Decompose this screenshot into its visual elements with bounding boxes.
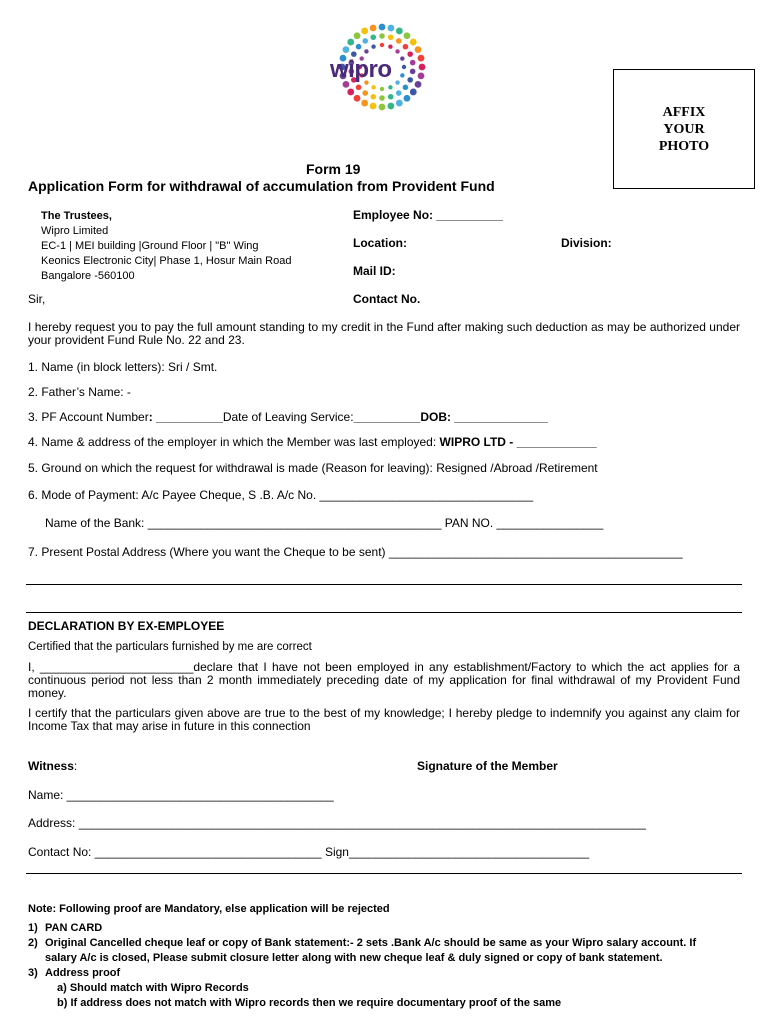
declaration-heading: DECLARATION BY EX-EMPLOYEE: [28, 619, 225, 633]
witness-contact-field: Contact No: __________________________________ Sign____________________________________: [28, 845, 590, 859]
declaration-paragraph-2: I certify that the particulars given above are true to the best of my knowledge; I hereby pledge to indemnify you against any claim for Income Tax that may arise in future in this connection: [28, 706, 740, 733]
item-name: 1. Name (in block letters): Sri / Smt.: [28, 360, 218, 374]
note-item: [28, 936, 696, 951]
addressee-line: EC-1 | MEI building |Ground Floor | "B" Wing: [41, 240, 259, 252]
addressee-line: Keonics Electronic City| Phase 1, Hosur Main Road: [41, 255, 292, 267]
note-number: 1): [28, 922, 38, 934]
witness-name-field: Name: ________________________________________: [28, 788, 334, 802]
employer-label: 4. Name & address of the employer in which the Member was last employed:: [28, 435, 440, 449]
mail-id-field: Mail ID:: [353, 264, 396, 278]
employer-value: WIPRO LTD -: [439, 435, 514, 449]
addressee-heading: The Trustees,: [41, 210, 112, 222]
addressee-line: Bangalore -560100: [41, 270, 135, 282]
item-postal-address: 7. Present Postal Address (Where you want the Cheque to be sent) ____________________________________________: [28, 545, 683, 559]
employer-blank: ____________: [513, 435, 597, 449]
form-title: Application Form for withdrawal of accumulation from Provident Fund: [28, 178, 495, 194]
note-subitem: b) If address does not match with Wipro records then we require documentary proof of the same: [57, 997, 562, 1009]
leaving-date-blank: __________: [353, 410, 421, 424]
note-text: Original Cancelled cheque leaf or copy of Bank statement:- 2 sets .Bank A/c should be same as your Wipro salary account. If: [45, 937, 697, 949]
wipro-logo: [322, 22, 442, 112]
dob-label: DOB:: [420, 410, 451, 424]
note-item: [28, 921, 696, 936]
dob-blank: ______________: [450, 410, 548, 424]
employee-no-field: Employee No: __________: [353, 208, 504, 222]
divider: [26, 584, 742, 585]
salutation: Sir,: [28, 292, 46, 306]
item-reason: 5. Ground on which the request for withdrawal is made (Reason for leaving): Resigned /Abroad /Retirement: [28, 461, 598, 475]
declaration-certified: Certified that the particulars furnished by me are correct: [28, 641, 312, 653]
item-payment-mode: 6. Mode of Payment: A/c Payee Cheque, S .B. A/c No. ________________________________: [28, 488, 534, 502]
pf-account-label: 3. PF Account Number: [28, 410, 149, 424]
division-field: Division:: [561, 236, 612, 250]
witness-label: [28, 759, 77, 773]
item-father-name: 2. Father’s Name: -: [28, 385, 131, 399]
photo-line: YOUR: [663, 121, 705, 137]
addressee-block: [41, 209, 291, 284]
photo-line: AFFIX: [662, 104, 706, 120]
note-subitem: a) Should match with Wipro Records: [57, 982, 249, 994]
photo-line: PHOTO: [658, 138, 710, 154]
photo-box: [613, 69, 755, 189]
form-number: Form 19: [306, 161, 361, 177]
item-bank-name: Name of the Bank: ____________________________________________ PAN NO. ________________: [45, 516, 604, 530]
witness-colon: :: [73, 759, 78, 773]
note-text: PAN CARD: [45, 922, 103, 934]
request-paragraph: I hereby request you to pay the full amount standing to my credit in the Fund after making such deduction as may be authorized under your provident Fund Rule No. 22 and 23.: [28, 320, 740, 347]
note-text-continued: salary A/c is closed, Please submit closure letter along with new cheque leaf & duly signed or copy of bank statement.: [45, 952, 663, 964]
notes-heading: Note: Following proof are Mandatory, else application will be rejected: [28, 903, 390, 915]
pf-account-blank: : __________: [148, 410, 223, 424]
contact-no-field: Contact No.: [353, 292, 421, 306]
note-number: 2): [28, 937, 38, 949]
item-pf-account: [28, 410, 548, 424]
divider: [26, 612, 742, 613]
logo-text: wipro: [330, 56, 392, 83]
note-item: [28, 966, 696, 981]
location-field: Location:: [353, 236, 407, 250]
note-text: Address proof: [45, 967, 121, 979]
witness-address-field: Address: _____________________________________________________________________________________: [28, 816, 646, 830]
mandatory-proof-notes: [28, 902, 696, 1011]
addressee-line: Wipro Limited: [41, 225, 109, 237]
note-number: 3): [28, 967, 38, 979]
leaving-date-label: Date of Leaving Service:: [222, 410, 354, 424]
declaration-paragraph-1: I, _______________________declare that I have not been employed in any establishment/Factory to which the act applies for a continuous period not less than 2 month immediately preceding date of my application for final withdrawal of my Provident Fund money.: [28, 660, 740, 700]
witness-text: Witness: [28, 759, 74, 773]
member-signature-label: Signature of the Member: [417, 759, 558, 773]
item-employer: [28, 435, 597, 449]
divider: [26, 873, 742, 874]
